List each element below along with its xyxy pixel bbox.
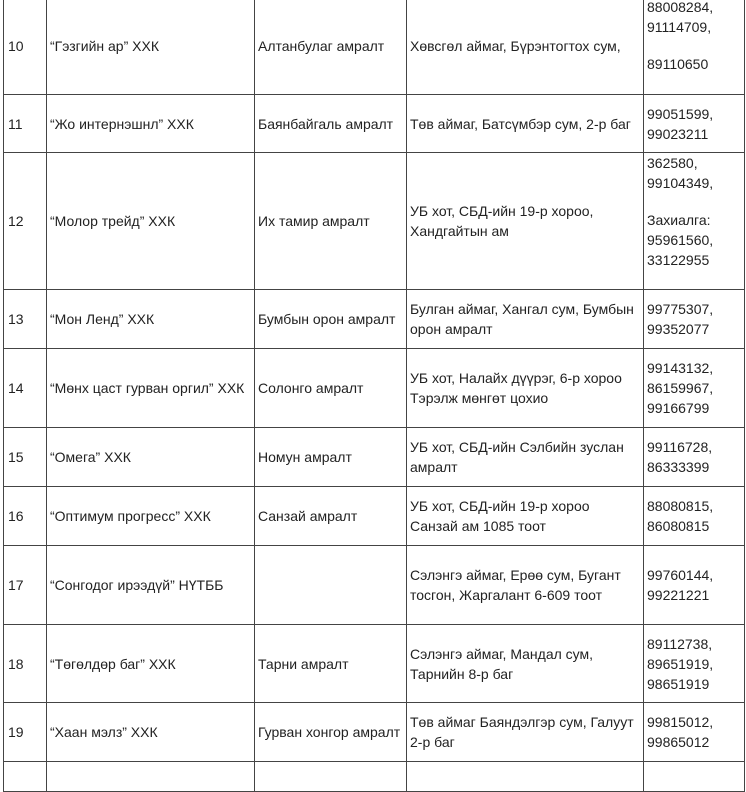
- phone-number: 99104349,: [647, 175, 714, 191]
- phone-spacer: [647, 193, 741, 210]
- phone-number: 86333399: [647, 459, 710, 475]
- phone-number: 99166799: [647, 400, 710, 416]
- resort-table: [3, 0, 745, 792]
- address: УБ хот, СБД-ийн 19-р хороо Санзай ам 1085 тоот: [407, 487, 644, 546]
- company-name: “Оптимум прогресс” ХХК: [47, 487, 255, 546]
- company-name: “Мөнх цаст гурван оргил” ХХК: [47, 349, 255, 428]
- company-name: “Хаан мэлз” ХХК: [47, 703, 255, 762]
- row-number: 10: [4, 0, 47, 95]
- phone-spacer: [647, 37, 741, 54]
- table-row: [4, 703, 745, 762]
- address: Төв аймаг, Батсүмбэр сум, 2-р баг: [407, 95, 644, 153]
- resort-name: Их тамир амралт: [255, 153, 407, 290]
- company-name: “Мон Ленд” ХХК: [47, 290, 255, 349]
- phone-number: 95961560,: [647, 232, 714, 248]
- phone-number: 88080815,: [647, 498, 714, 514]
- row-number: 14: [4, 349, 47, 428]
- address: Сэлэнгэ аймаг, Ерөө сум, Бугант тосгон, Жаргалант 6-609 тоот: [407, 546, 644, 625]
- phone-number: 362580,: [647, 155, 698, 171]
- address: Сэлэнгэ аймаг, Мандал сум, Тарнийн 8-р баг: [407, 625, 644, 703]
- row-number: 16: [4, 487, 47, 546]
- resort-name: Алтанбулаг амралт: [255, 0, 407, 95]
- company-name: “Молор трейд” ХХК: [47, 153, 255, 290]
- row-number: [4, 762, 47, 792]
- phone-cell: [644, 153, 745, 290]
- phone-cell: [644, 762, 745, 792]
- table-row: [4, 546, 745, 625]
- row-number: 19: [4, 703, 47, 762]
- resort-name: [255, 546, 407, 625]
- phone-cell: [644, 625, 745, 703]
- phone-number: 99865012: [647, 734, 710, 750]
- company-name: “Төгөлдөр баг” ХХК: [47, 625, 255, 703]
- table-row: [4, 762, 745, 792]
- order-label: Захиалга:: [647, 212, 711, 228]
- phone-number: 99760144,: [647, 567, 714, 583]
- phone-number: 99352077: [647, 321, 710, 337]
- address: Булган аймаг, Хангал сум, Бумбын орон амралт: [407, 290, 644, 349]
- resort-name: Номун амралт: [255, 428, 407, 487]
- resort-name: Бумбын орон амралт: [255, 290, 407, 349]
- company-name: [47, 762, 255, 792]
- table-row: [4, 349, 745, 428]
- address: Төв аймаг Баяндэлгэр сум, Галуут 2-р баг: [407, 703, 644, 762]
- phone-cell: [644, 428, 745, 487]
- row-number: 15: [4, 428, 47, 487]
- phone-cell: [644, 487, 745, 546]
- phone-number: 89651919,: [647, 655, 714, 672]
- table-row: [4, 95, 745, 153]
- table-row: [4, 625, 745, 703]
- resort-name: Баянбайгаль амралт: [255, 95, 407, 153]
- resort-name: Солонго амралт: [255, 349, 407, 428]
- phone-number: 33122955: [647, 252, 710, 268]
- table-row: [4, 428, 745, 487]
- phone-number: 86159967,: [647, 380, 714, 396]
- address: [407, 762, 644, 792]
- phone-number: 99051599,: [647, 105, 714, 122]
- table-row: [4, 0, 745, 95]
- table-row: [4, 290, 745, 349]
- phone-cell: [644, 290, 745, 349]
- table-row: [4, 153, 745, 290]
- company-name: “Жо интернэшнл” ХХК: [47, 95, 255, 153]
- phone-number: 91114709,: [647, 19, 712, 35]
- row-number: 12: [4, 153, 47, 290]
- phone-cell: [644, 546, 745, 625]
- resort-name: Тарни амралт: [255, 625, 407, 703]
- row-number: 17: [4, 546, 47, 625]
- phone-number: 99815012,: [647, 714, 714, 730]
- address: УБ хот, СБД-ийн Сэлбийн зуслан амралт: [407, 428, 644, 487]
- row-number: 18: [4, 625, 47, 703]
- row-number: 11: [4, 95, 47, 153]
- company-name: “Гэзгийн ар” ХХК: [47, 0, 255, 95]
- row-number: 13: [4, 290, 47, 349]
- resort-name: [255, 762, 407, 792]
- table-row: [4, 487, 745, 546]
- company-name: “Омега” ХХК: [47, 428, 255, 487]
- phone-cell: [644, 703, 745, 762]
- address: Хөвсгөл аймаг, Бүрэнтогтох сум,: [407, 0, 644, 95]
- phone-number: 86080815: [647, 518, 710, 534]
- phone-number: 99221221: [647, 587, 710, 603]
- address: УБ хот, Налайх дүүрэг, 6-р хороо Тэрэлж мөнгөт цохио: [407, 349, 644, 428]
- phone-number: 89110650: [647, 56, 709, 72]
- phone-cell: [644, 349, 745, 428]
- address: УБ хот, СБД-ийн 19-р хороо, Хандгайтын ам: [407, 153, 644, 290]
- phone-number: 99143132,: [647, 360, 714, 376]
- resort-name: Гурван хонгор амралт: [255, 703, 407, 762]
- phone-number: 98651919: [647, 675, 710, 692]
- phone-number: 89112738,: [647, 635, 713, 652]
- phone-number: 99116728,: [647, 439, 713, 455]
- company-name: “Сонгодог ирээдүй” НҮТББ: [47, 546, 255, 625]
- phone-cell: [644, 95, 745, 153]
- phone-number: 99023211: [647, 125, 709, 142]
- resort-name: Санзай амралт: [255, 487, 407, 546]
- resort-table-body: [4, 0, 745, 792]
- phone-number: 88008284,: [647, 0, 714, 15]
- phone-number: 99775307,: [647, 301, 714, 317]
- phone-cell: [644, 0, 745, 95]
